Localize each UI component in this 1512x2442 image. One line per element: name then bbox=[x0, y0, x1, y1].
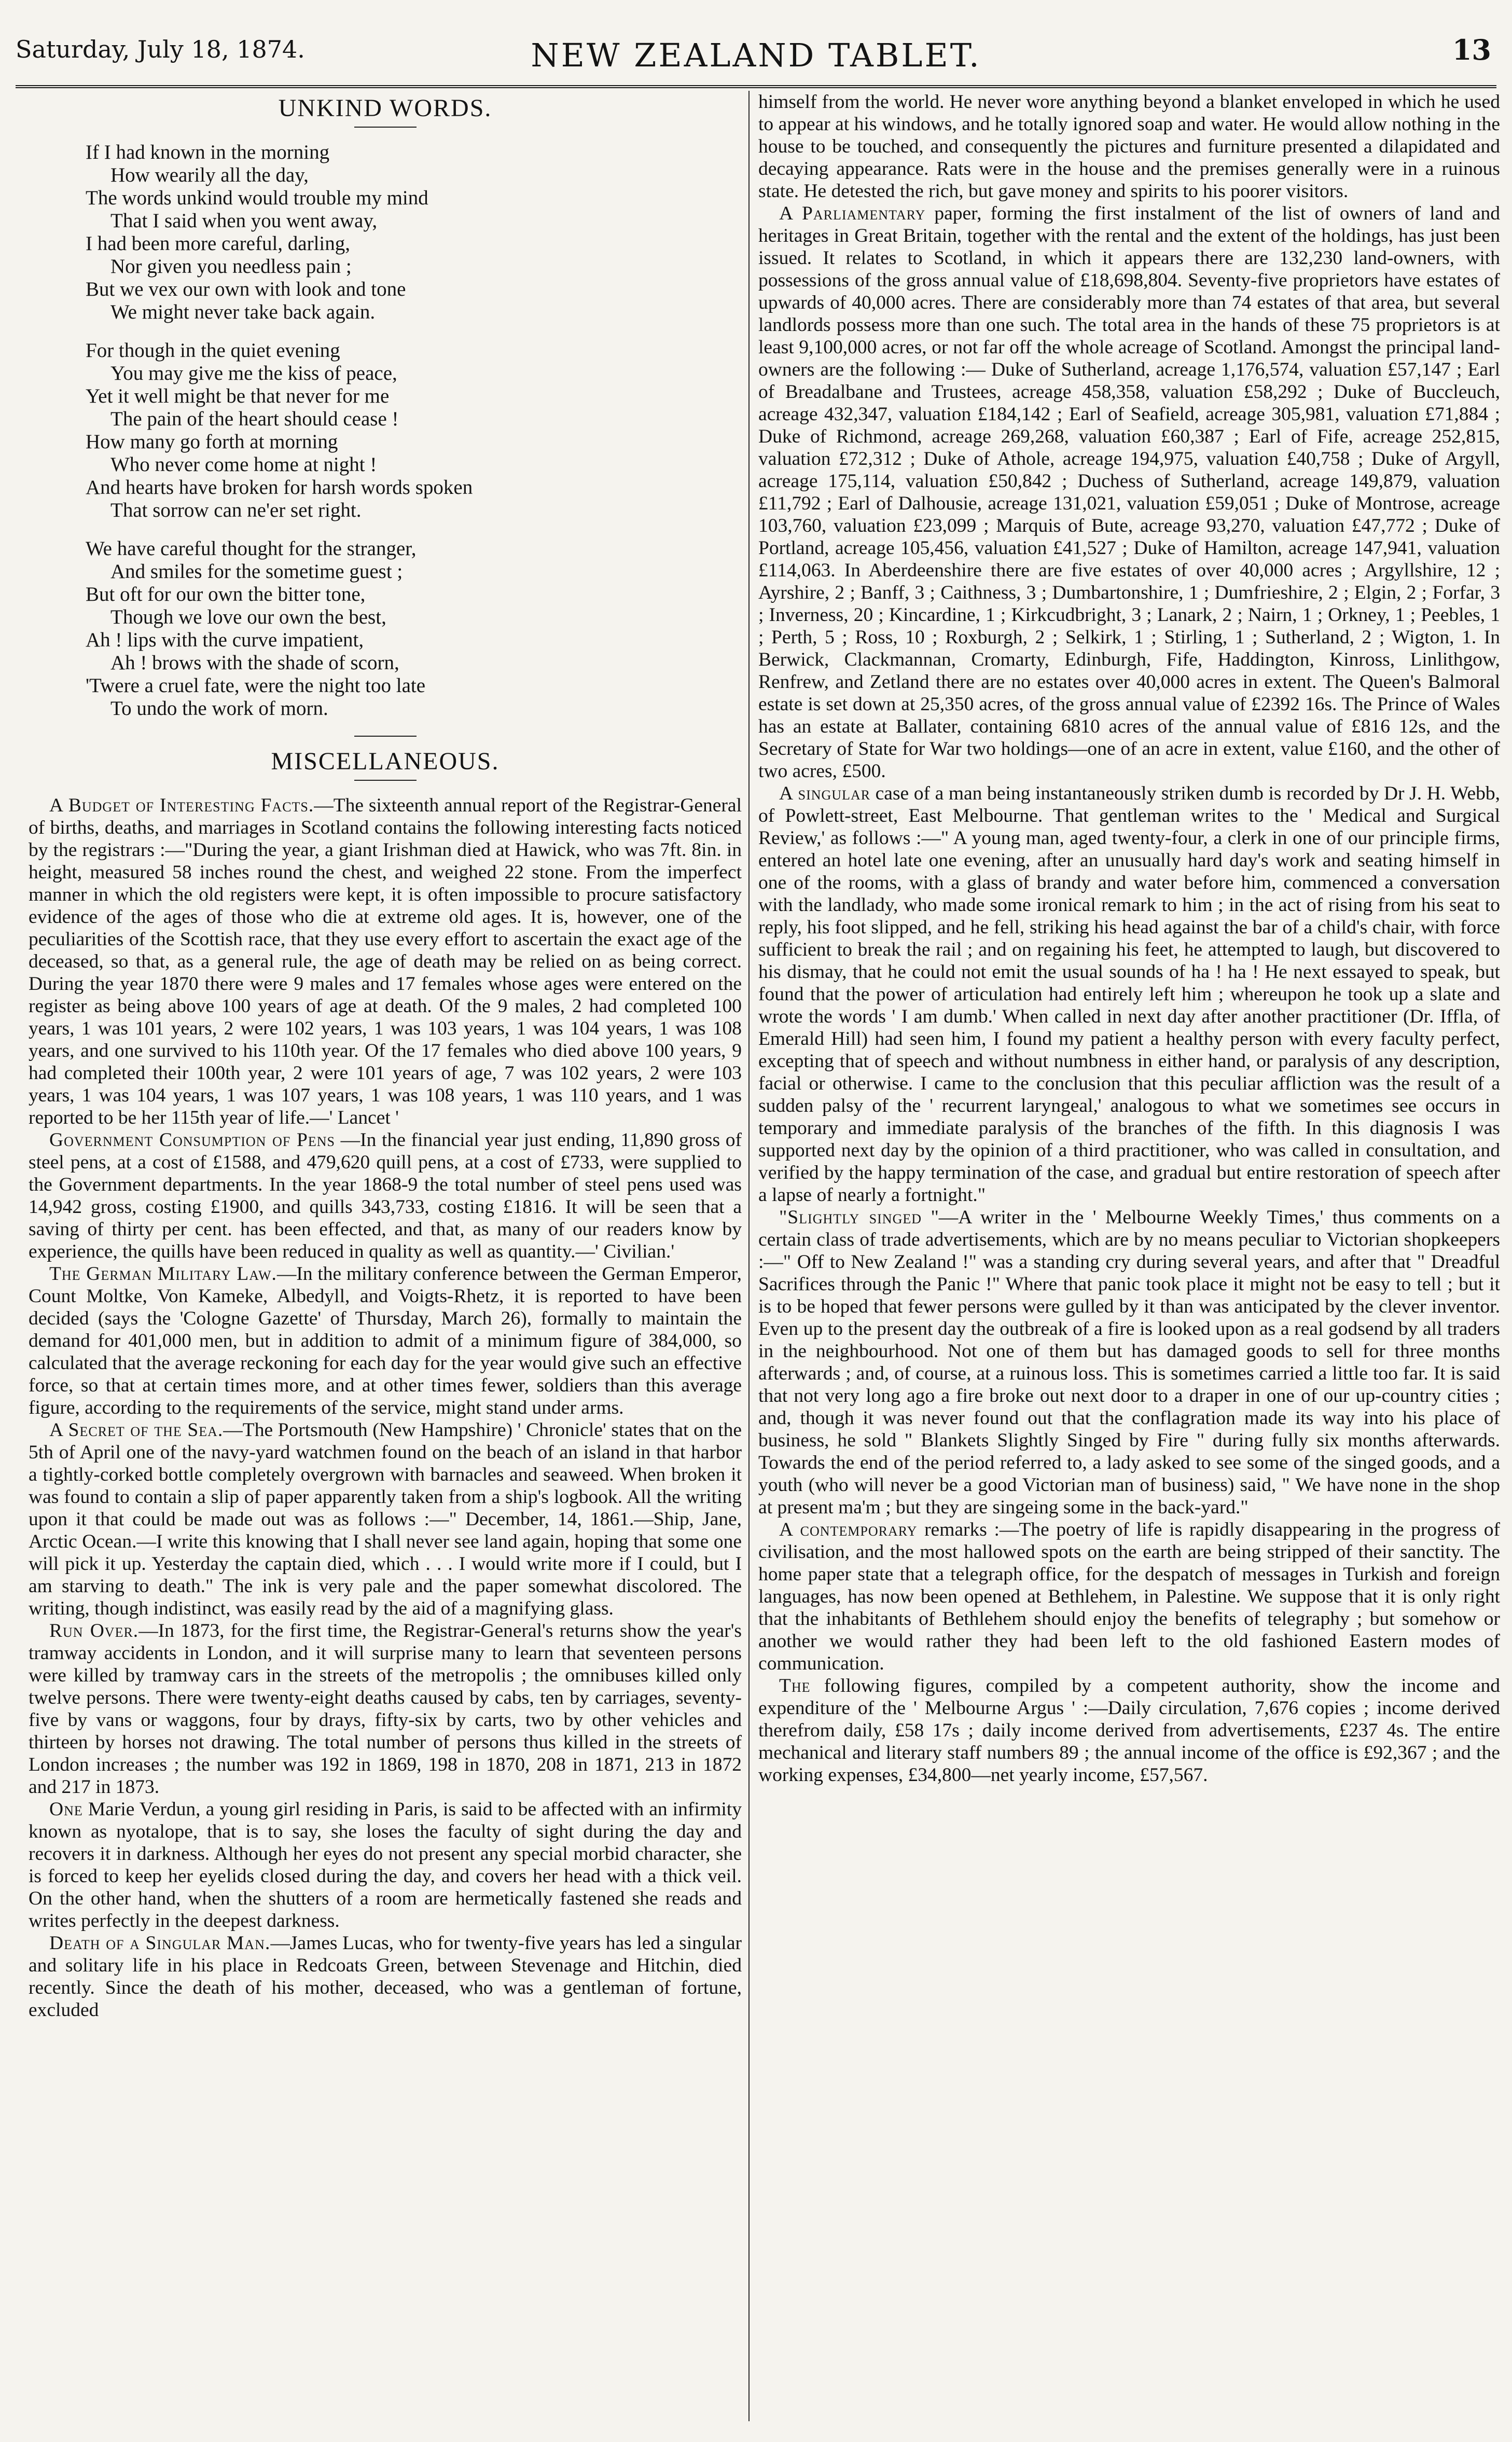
article-text: Marie Verdun, a young girl residing in Paris, is said to be affected with an infirmity known as nyotalope, that is to say, she loses the faculty of sight during the day and recovers it in darkness. Although her eyes do not present any special morbid character, she is forced to keep her eyelids closed during the day, and covers her head with a thick veil. On the other hand, when the shutters of a room are hermetically fastened she reads and writes perfectly in the deepest darkness. bbox=[29, 1799, 742, 1931]
miscellaneous-articles-right bbox=[758, 91, 1500, 1786]
miscellaneous-title: MISCELLANEOUS. bbox=[271, 748, 500, 775]
poem-line: And hearts have broken for harsh words spoken bbox=[86, 476, 473, 499]
column-divider bbox=[748, 91, 750, 2421]
poem-line: To undo the work of morn. bbox=[110, 697, 328, 720]
article-paragraph bbox=[29, 1798, 742, 1932]
poem-line: I had been more careful, darling, bbox=[86, 232, 351, 255]
article-text: —James Lucas, who for twenty-five years has led a singular and solitary life in his place in Redcoats Green, between Stevenage and Hitchin, died recently. Since the death of his mother, deceased, who was a gentleman of fortune, excluded bbox=[29, 1933, 742, 2021]
poem-line: Ah ! lips with the curve impatient, bbox=[86, 629, 364, 651]
poem-line: That I said when you went away, bbox=[110, 210, 378, 232]
poem-line: And smiles for the sometime guest ; bbox=[110, 560, 403, 583]
article-text: —In 1873, for the first time, the Registrar-General's returns show the year's tramway accidents in London, and it will surprise many to learn that seventeen persons were killed by tramway cars in the streets of the metropolis ; the omnibuses killed only twelve persons. There were twenty-eight deaths caused by cabs, ten by carriages, seventy-five by vans or waggons, four by drays, fifty-six by carts, two by other vehicles and thirteen by horses not drawing. The total number of persons thus killed in the streets of London increases ; the number was 192 in 1869, 198 in 1870, 208 in 1871, 213 in 1872 and 217 in 1873. bbox=[29, 1620, 742, 1798]
page-header bbox=[16, 21, 1496, 88]
section-divider bbox=[354, 736, 417, 737]
article-paragraph bbox=[758, 782, 1500, 1206]
poem-line: Yet it well might be that never for me bbox=[86, 385, 390, 407]
article-paragraph bbox=[758, 202, 1500, 782]
article-paragraph bbox=[29, 1419, 742, 1620]
article-lead: "Slightly singed bbox=[779, 1207, 922, 1228]
article-lead: One bbox=[49, 1799, 83, 1820]
poem-stanza bbox=[86, 141, 742, 324]
poem-stanza bbox=[86, 537, 742, 720]
article-text: —The sixteenth annual report of the Registrar-General of births, deaths, and marriages in Scotland contains the following interesting facts noticed by the registrars :—"During the year, a giant Irishman died at Hawick, who was 7ft. 8in. in height, measured 58 inches round the chest, and weighed 22 stone. From the imperfect manner in which the old registers were kept, it is often impossible to procure satisfactory evidence of the ages of those who die at extreme old ages. It is, however, one of the peculiarities of the Scottish race, that they use every effort to ascertain the exact age of the deceased, so that, as a general rule, the age of death may be relied on as being correct. During the year 1870 there were 9 males and 17 females whose ages were entered on the register as being above 100 years of age at death. Of the 9 males, 2 had completed 100 years, 1 was 101 years, 2 were 102 years, 1 was 103 years, 1 was 104 years, 1 was 108 years, and one survived to his 110th year. Of the 17 females who died above 100 years, 9 had completed their 100th year, 2 were 101 years of age, 7 was 102 years, 2 were 103 years, 1 was 104 years, 1 was 107 years, 1 was 108 years, 1 was 110 years, and 1 was reported to be her 115th year of life.—' Lancet ' bbox=[29, 795, 742, 1128]
poem-line: We might never take back again. bbox=[110, 301, 376, 323]
left-column bbox=[29, 91, 742, 2421]
poem-line: Who never come home at night ! bbox=[110, 453, 377, 476]
article-paragraph bbox=[758, 91, 1500, 202]
article-lead: A Budget of Interesting Facts. bbox=[49, 795, 314, 816]
article-paragraph bbox=[29, 1620, 742, 1798]
page-number: 13 bbox=[1452, 33, 1491, 66]
poem-line: 'Twere a cruel fate, were the night too late bbox=[86, 674, 426, 697]
article-paragraph bbox=[758, 1675, 1500, 1786]
article-text: himself from the world. He never wore anything beyond a blanket enveloped in which he used to appear at his windows, and he totally ignored soap and water. He would allow nothing in the house to be touched, and consequently the pictures and furniture presented a dilapidated and decaying appearance. Rats were in the house and the premises generally were in a ruinous state. He detested the rich, but gave money and spirits to his poorer visitors. bbox=[758, 91, 1500, 202]
poem-line: How wearily all the day, bbox=[110, 164, 309, 186]
article-lead: A contemporary bbox=[779, 1519, 918, 1540]
poem-line: Ah ! brows with the shade of scorn, bbox=[110, 652, 399, 674]
article-text: —The Portsmouth (New Hampshire) ' Chronicle' states that on the 5th of April one of the navy-yard watchmen found on the beach of an island in that harbor a tightly-corked bottle completely overgrown with barnacles and seaweed. When broken it was found to contain a slip of paper apparently taken from a ship's logbook. All the writing upon it that could be made out was as follows :—" December, 14, 1861.—Ship, Jane, Arctic Ocean.—I write this knowing that I shall never see land again, hoping that some one will pick it up. Yesterday the captain died, which . . . I would write more if I could, but I am starving to death." The ink is very pale and the paper somewhat discolored. The writing, though indistinct, was easily read by the aid of a magnifying glass. bbox=[29, 1419, 742, 1619]
article-text: paper, forming the first instalment of the list of owners of land and heritages in Great Britain, together with the rental and the extent of the holdings, has just been issued. It relates to Scotland, in which it appears there are 132,230 land-owners, with possessions of the gross annual value of £18,698,804. Seventy-five proprietors have estates of upwards of 40,000 acres. There are considerably more than 74 estates of that area, but several landlords possess more than one such. The total area in the hands of these 75 proprietors is at least 9,100,000 acres, or not far off the whole acreage of Scotland. Amongst the principal land-owners are the following :— Duke of Sutherland, acreage 1,176,574, valuation £57,147 ; Earl of Breadalbane and Trustees, acreage 458,358, valuation £58,292 ; Duke of Buccleuch, acreage 432,347, valuation £184,142 ; Earl of Seafield, acreage 305,981, valuation £71,884 ; Duke of Richmond, acreage 269,268, valuation £60,387 ; Earl of Fife, acreage 252,815, valuation £72,312 ; Duke of Athole, acreage 194,975, valuation £40,758 ; Duke of Argyll, acreage 175,114, valuation £50,842 ; Duchess of Sutherland, acreage 149,879, valuation £11,792 ; Earl of Dalhousie, acreage 131,021, valuation £59,051 ; Duke of Montrose, acreage 103,760, valuation £23,099 ; Marquis of Bute, acreage 93,270, valuation £47,772 ; Duke of Portland, acreage 105,456, valuation £41,527 ; Duke of Hamilton, acreage 147,941, valuation £114,063. In Aberdeenshire there are five estates of over 40,000 acres ; Argyllshire, 12 ; Ayrshire, 2 ; Banff, 3 ; Caithness, 3 ; Dumbartonshire, 1 ; Dumfrieshire, 2 ; Elgin, 2 ; Forfar, 3 ; Inverness, 20 ; Kincardine, 1 ; Kirkcudbright, 3 ; Lanark, 2 ; Nairn, 1 ; Orkney, 1 ; Peebles, 1 ; Perth, 5 ; Ross, 10 ; Roxburgh, 2 ; Selkirk, 1 ; Stirling, 1 ; Sutherland, 2 ; Wigton, 1. In Berwick, Clackmannan, Cromarty, Edinburgh, Fife, Haddington, Kinross, Linlithgow, Renfrew, and Zetland there are no estates over 40,000 acres in extent. The Queen's Balmoral estate is set down at 25,350 acres, of the gross annual value of £2392 16s. The Prince of Wales has an estate at Ballater, containing 6810 acres of the annual value of £816 12s, and the Secretary of State for War two holdings—one of an acre in extent, value £160, and the other of two acres, £500. bbox=[758, 203, 1500, 782]
poem-line: How many go forth at morning bbox=[86, 431, 338, 453]
article-lead: A Parliamentary bbox=[779, 203, 926, 224]
poem-line: The pain of the heart should cease ! bbox=[110, 408, 399, 430]
article-lead: Government Consumption of Pens bbox=[49, 1129, 335, 1151]
article-text: case of a man being instantaneously striken dumb is recorded by Dr J. H. Webb, of Powlett-street, East Melbourne. That gentleman writes to the ' Medical and Surgical Review,' as follows :—" A young man, aged twenty-four, a clerk in one of our principle firms, entered an hotel late one evening, after an unusually hard day's work and seating himself in one of the rooms, with a glass of brandy and water before him, commenced a conversation with the landlady, who made some ironical remark to him ; in the act of rising from his seat to reply, his foot slipped, and he fell, striking his head against the bar of a child's chair, with force sufficient to break the rail ; and on regaining his feet, he attempted to laugh, but discovered to his dismay, that he could not emit the usual sounds of ha ! ha ! He next essayed to speak, but found that the power of articulation had entirely left him ; whereupon he took up a slate and wrote the words ' I am dumb.' When called in next day after another practitioner (Dr. Iffla, of Emerald Hill) had seen him, I found my patient a healthy person with every faculty perfect, excepting that of speech and without numbness in either hand, or paralysis of any description, facial or otherwise. I came to the conclusion that this peculiar affliction was the result of a sudden palsy of the ' recurrent laryngeal,' analogous to what we sometimes see occurs in temporary and immediate paralysis of the branches of the fifth. In this diagnosis I was supported next day by the opinion of a third practitioner, who was called in consultation, and verified by the happy termination of the case, and gradual but entire restoration of speech after a lapse of nearly a fortnight." bbox=[758, 783, 1500, 1206]
article-paragraph bbox=[29, 794, 742, 1129]
poem-line: But oft for our own the bitter tone, bbox=[86, 583, 366, 605]
article-lead: The bbox=[779, 1675, 811, 1696]
poem-line: Though we love our own the best, bbox=[110, 606, 386, 628]
article-paragraph bbox=[758, 1206, 1500, 1519]
article-lead: The German Military Law. bbox=[49, 1263, 277, 1285]
poem-line: Nor given you needless pain ; bbox=[110, 255, 352, 278]
poem-title: UNKIND WORDS. bbox=[278, 94, 492, 122]
article-paragraph bbox=[758, 1519, 1500, 1675]
article-lead: A Secret of the Sea. bbox=[49, 1419, 224, 1441]
poem-stanza bbox=[86, 339, 742, 522]
article-text: "—A writer in the ' Melbourne Weekly Times,' thus comments on a certain class of trade advertisements, which are by no means peculiar to Victorian shopkeepers :—" Off to New Zealand !" was a standing cry during several years, and after that " Dreadful Sacrifices through the Panic !" Where that panic took place it might not be easy to tell ; but it is to be hoped that fewer persons were gulled by it than was anticipated by the clever inventor. Even up to the present day the outbreak of a fire is looked upon as a real godsend by all traders in the neighbourhood. Not one of them but has damaged goods to sell for three months afterwards ; and, of course, at a ruinous loss. This is sometimes carried a little too far. It is said that not very long ago a fire broke out next door to a draper in one of our up-country cities ; and, though it was never found out that the conflagration made its way into his place of business, he sold " Blankets Slightly Singed by Fire " during fully six months afterwards. Towards the end of the period referred to, a lady asked to see some of the singed goods, and a youth (who will never be a good Victorian man of business) said, " We have none in the shop at present ma'm ; but they are singeing some in the back-yard." bbox=[758, 1207, 1500, 1518]
article-lead: Run Over. bbox=[49, 1620, 139, 1641]
poem-line: The words unkind would trouble my mind bbox=[86, 187, 428, 209]
poem-line: If I had known in the morning bbox=[86, 141, 330, 163]
masthead-title: NEW ZEALAND TABLET. bbox=[531, 36, 981, 74]
poem-line: That sorrow can ne'er set right. bbox=[110, 499, 362, 521]
article-paragraph bbox=[29, 1129, 742, 1263]
article-lead: A singular bbox=[779, 783, 871, 804]
poem-line: We have careful thought for the stranger, bbox=[86, 537, 417, 560]
poem-body bbox=[86, 141, 742, 720]
article-text: —In the financial year just ending, 11,890 gross of steel pens, at a cost of £1588, and 479,620 quill pens, at a cost of £733, were supplied to the Government departments. In the year 1868-9 the total number of steel pens used was 14,942 gross, costing £1900, and quills 343,733, costing £1816. It will be seen that a saving of thirty per cent. has been effected, and that, as many of our readers know by experience, the quills have been reduced in quality as well as quantity.—' Civilian.' bbox=[29, 1129, 742, 1262]
title-divider bbox=[354, 127, 417, 128]
issue-date: Saturday, July 18, 1874. bbox=[16, 35, 305, 63]
article-text: —In the military conference between the German Emperor, Count Moltke, Von Kameke, Albedyll, and Voigts-Rhetz, it is reported to have been decided (says the 'Cologne Gazette' of Thursday, March 26), formally to maintain the demand for 401,000 men, but in addition to admit of a minimum figure of 384,000, so calculated that the average reckoning for each day for the year would give such an effective force, so that at certain times more, and at other times fewer, soldiers than this average figure, according to the requirements of the service, might stand under arms. bbox=[29, 1263, 742, 1418]
article-paragraph bbox=[29, 1932, 742, 2021]
article-text: following figures, compiled by a competent authority, show the income and expenditure of the ' Melbourne Argus ' :—Daily circulation, 7,676 copies ; income derived therefrom daily, £58 17s ; daily income derived from advertisements, £237 4s. The entire mechanical and literary staff numbers 89 ; the annual income of the office is £92,367 ; and the working expenses, £34,800—net yearly income, £57,567. bbox=[758, 1675, 1500, 1786]
article-paragraph bbox=[29, 1263, 742, 1419]
poem-line: You may give me the kiss of peace, bbox=[110, 362, 397, 384]
miscellaneous-articles-left bbox=[29, 794, 742, 2021]
poem-line: For though in the quiet evening bbox=[86, 339, 340, 362]
right-column bbox=[758, 91, 1500, 2421]
title-divider bbox=[354, 780, 417, 781]
poem-line: But we vex our own with look and tone bbox=[86, 278, 406, 300]
article-lead: Death of a Singular Man. bbox=[49, 1933, 271, 1954]
article-text: remarks :—The poetry of life is rapidly disappearing in the progress of civilisation, and the most hallowed spots on the earth are being stripped of their sanctity. The home paper state that a telegraph office, for the despatch of messages in Turkish and foreign languages, has now been opened at Bethlehem, in Palestine. We suppose that it is only right that the inhabitants of Bethlehem should enjoy the benefits of telegraphy ; but somehow or another we would rather they had been left to the old fashioned Eastern modes of communication. bbox=[758, 1519, 1500, 1674]
